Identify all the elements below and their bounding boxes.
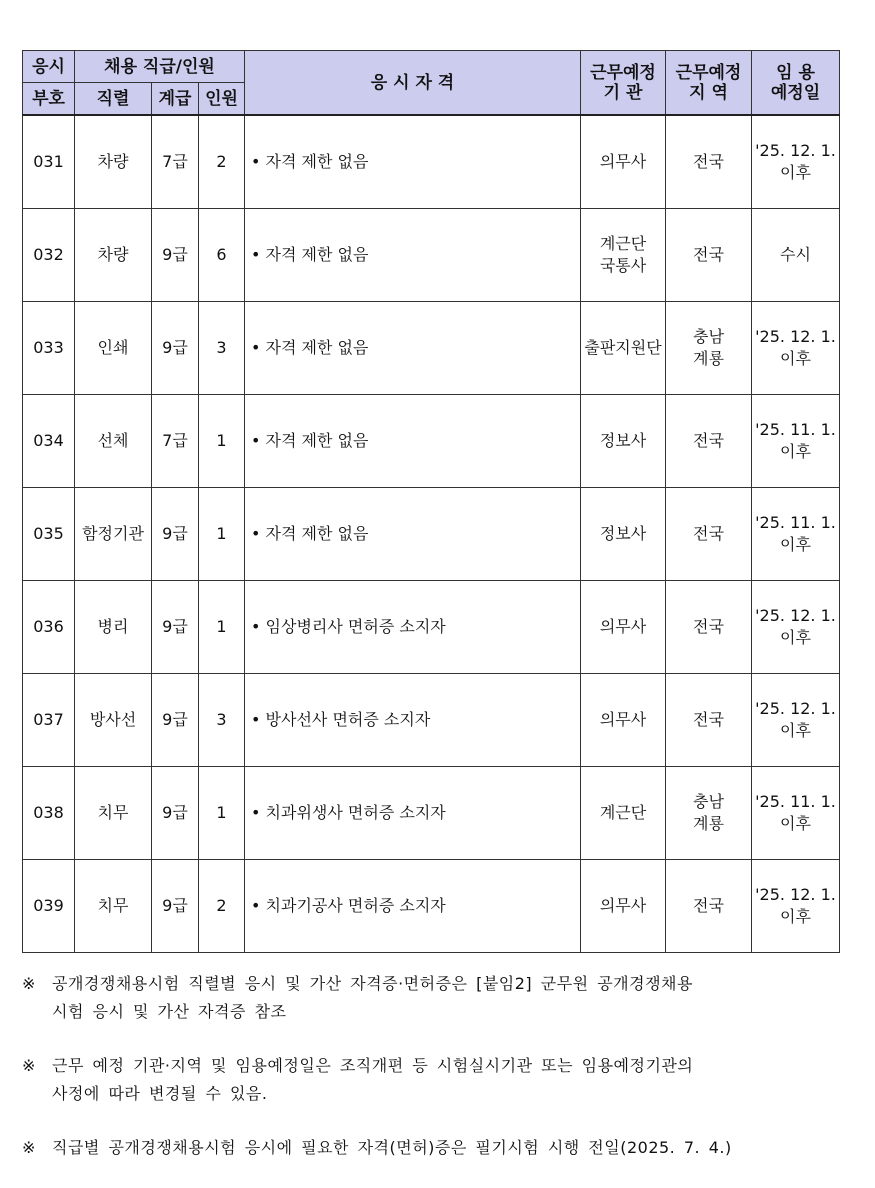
- cell-count: 3: [199, 302, 245, 395]
- notes-section: [22, 970, 842, 1188]
- cell-count: 1: [199, 488, 245, 581]
- cell-count: 6: [199, 209, 245, 302]
- cell-org: 계근단: [581, 767, 666, 860]
- cell-exam-no: 033: [23, 302, 75, 395]
- cell-job: 선체: [75, 395, 152, 488]
- cell-region: 전국: [666, 581, 752, 674]
- note-mark: ※: [22, 1138, 36, 1157]
- cell-region: 전국: [666, 488, 752, 581]
- cell-exam-no: 038: [23, 767, 75, 860]
- header-job: 직렬: [75, 83, 152, 116]
- cell-region: 전국: [666, 115, 752, 209]
- cell-date: '25. 12. 1. 이후: [752, 674, 840, 767]
- recruitment-table: [22, 50, 840, 953]
- header-exam-no-top: 응시: [23, 51, 75, 83]
- cell-org: 의무사: [581, 581, 666, 674]
- note-item: [22, 1134, 842, 1162]
- note-line: 사정에 따라 변경될 수 있음.: [52, 1084, 268, 1103]
- header-exam-no-bottom: 부호: [23, 83, 75, 116]
- cell-qualification: • 자격 제한 없음: [245, 488, 581, 581]
- cell-count: 2: [199, 115, 245, 209]
- cell-qualification: • 자격 제한 없음: [245, 115, 581, 209]
- cell-date: '25. 11. 1. 이후: [752, 395, 840, 488]
- header-qualification: 응 시 자 격: [245, 51, 581, 116]
- note-line: 근무 예정 기관·지역 및 임용예정일은 조직개편 등 시험실시기관 또는 임용예정기관의: [52, 1056, 694, 1075]
- cell-grade: 9급: [152, 860, 199, 953]
- cell-region: 전국: [666, 395, 752, 488]
- table-row: [23, 302, 840, 395]
- header-org: 근무예정 기 관: [581, 51, 666, 116]
- cell-region: 충남 계룡: [666, 767, 752, 860]
- note-text: [52, 970, 842, 1026]
- cell-exam-no: 037: [23, 674, 75, 767]
- cell-grade: 9급: [152, 209, 199, 302]
- note-line: 공개경쟁채용시험 직렬별 응시 및 가산 자격증·면허증은 [붙임2] 군무원 공개경쟁채용: [52, 974, 693, 993]
- cell-job: 함정기관: [75, 488, 152, 581]
- note-mark: ※: [22, 974, 36, 993]
- cell-org: 계근단 국통사: [581, 209, 666, 302]
- cell-job: 차량: [75, 115, 152, 209]
- cell-region: 충남 계룡: [666, 302, 752, 395]
- cell-grade: 7급: [152, 395, 199, 488]
- header-grade-group: 채용 직급/인원: [75, 51, 245, 83]
- cell-job: 인쇄: [75, 302, 152, 395]
- table-row: [23, 488, 840, 581]
- cell-qualification: • 치과기공사 면허증 소지자: [245, 860, 581, 953]
- cell-exam-no: 034: [23, 395, 75, 488]
- header-region: 근무예정 지 역: [666, 51, 752, 116]
- cell-job: 치무: [75, 767, 152, 860]
- cell-exam-no: 036: [23, 581, 75, 674]
- cell-region: 전국: [666, 209, 752, 302]
- table-row: [23, 767, 840, 860]
- cell-date: '25. 12. 1. 이후: [752, 115, 840, 209]
- cell-grade: 9급: [152, 488, 199, 581]
- header-grade: 계급: [152, 83, 199, 116]
- note-text: [52, 1052, 842, 1108]
- cell-job: 병리: [75, 581, 152, 674]
- table-row: [23, 581, 840, 674]
- cell-qualification: • 임상병리사 면허증 소지자: [245, 581, 581, 674]
- cell-exam-no: 035: [23, 488, 75, 581]
- header-date: 임 용 예정일: [752, 51, 840, 116]
- table-row: [23, 674, 840, 767]
- cell-count: 1: [199, 395, 245, 488]
- note-item: [22, 1052, 842, 1108]
- cell-org: 의무사: [581, 860, 666, 953]
- cell-grade: 7급: [152, 115, 199, 209]
- cell-qualification: • 자격 제한 없음: [245, 395, 581, 488]
- cell-region: 전국: [666, 860, 752, 953]
- header-count: 인원: [199, 83, 245, 116]
- cell-job: 치무: [75, 860, 152, 953]
- cell-date: '25. 11. 1. 이후: [752, 767, 840, 860]
- table-row: [23, 209, 840, 302]
- note-line: 시험 응시 및 가산 자격증 참조: [52, 1002, 287, 1021]
- cell-date: '25. 12. 1. 이후: [752, 860, 840, 953]
- cell-job: 방사선: [75, 674, 152, 767]
- cell-date: '25. 11. 1. 이후: [752, 488, 840, 581]
- cell-job: 차량: [75, 209, 152, 302]
- cell-date: '25. 12. 1. 이후: [752, 302, 840, 395]
- cell-count: 3: [199, 674, 245, 767]
- cell-exam-no: 039: [23, 860, 75, 953]
- note-line: 직급별 공개경쟁채용시험 응시에 필요한 자격(면허)증은 필기시험 시행 전일(2025. 7. 4.): [52, 1138, 732, 1157]
- note-mark: ※: [22, 1056, 36, 1075]
- cell-count: 1: [199, 767, 245, 860]
- cell-org: 정보사: [581, 488, 666, 581]
- cell-org: 의무사: [581, 115, 666, 209]
- note-text: [52, 1134, 842, 1162]
- note-item: [22, 970, 842, 1026]
- cell-qualification: • 자격 제한 없음: [245, 209, 581, 302]
- cell-org: 정보사: [581, 395, 666, 488]
- cell-org: 출판지원단: [581, 302, 666, 395]
- cell-qualification: • 자격 제한 없음: [245, 302, 581, 395]
- cell-date: 수시: [752, 209, 840, 302]
- cell-date: '25. 12. 1. 이후: [752, 581, 840, 674]
- cell-qualification: • 방사선사 면허증 소지자: [245, 674, 581, 767]
- cell-exam-no: 032: [23, 209, 75, 302]
- cell-grade: 9급: [152, 581, 199, 674]
- cell-count: 1: [199, 581, 245, 674]
- cell-grade: 9급: [152, 674, 199, 767]
- table-row: [23, 860, 840, 953]
- cell-grade: 9급: [152, 302, 199, 395]
- table-body: [23, 115, 840, 953]
- cell-qualification: • 치과위생사 면허증 소지자: [245, 767, 581, 860]
- table-row: [23, 115, 840, 209]
- cell-region: 전국: [666, 674, 752, 767]
- cell-exam-no: 031: [23, 115, 75, 209]
- cell-org: 의무사: [581, 674, 666, 767]
- cell-count: 2: [199, 860, 245, 953]
- cell-grade: 9급: [152, 767, 199, 860]
- table-row: [23, 395, 840, 488]
